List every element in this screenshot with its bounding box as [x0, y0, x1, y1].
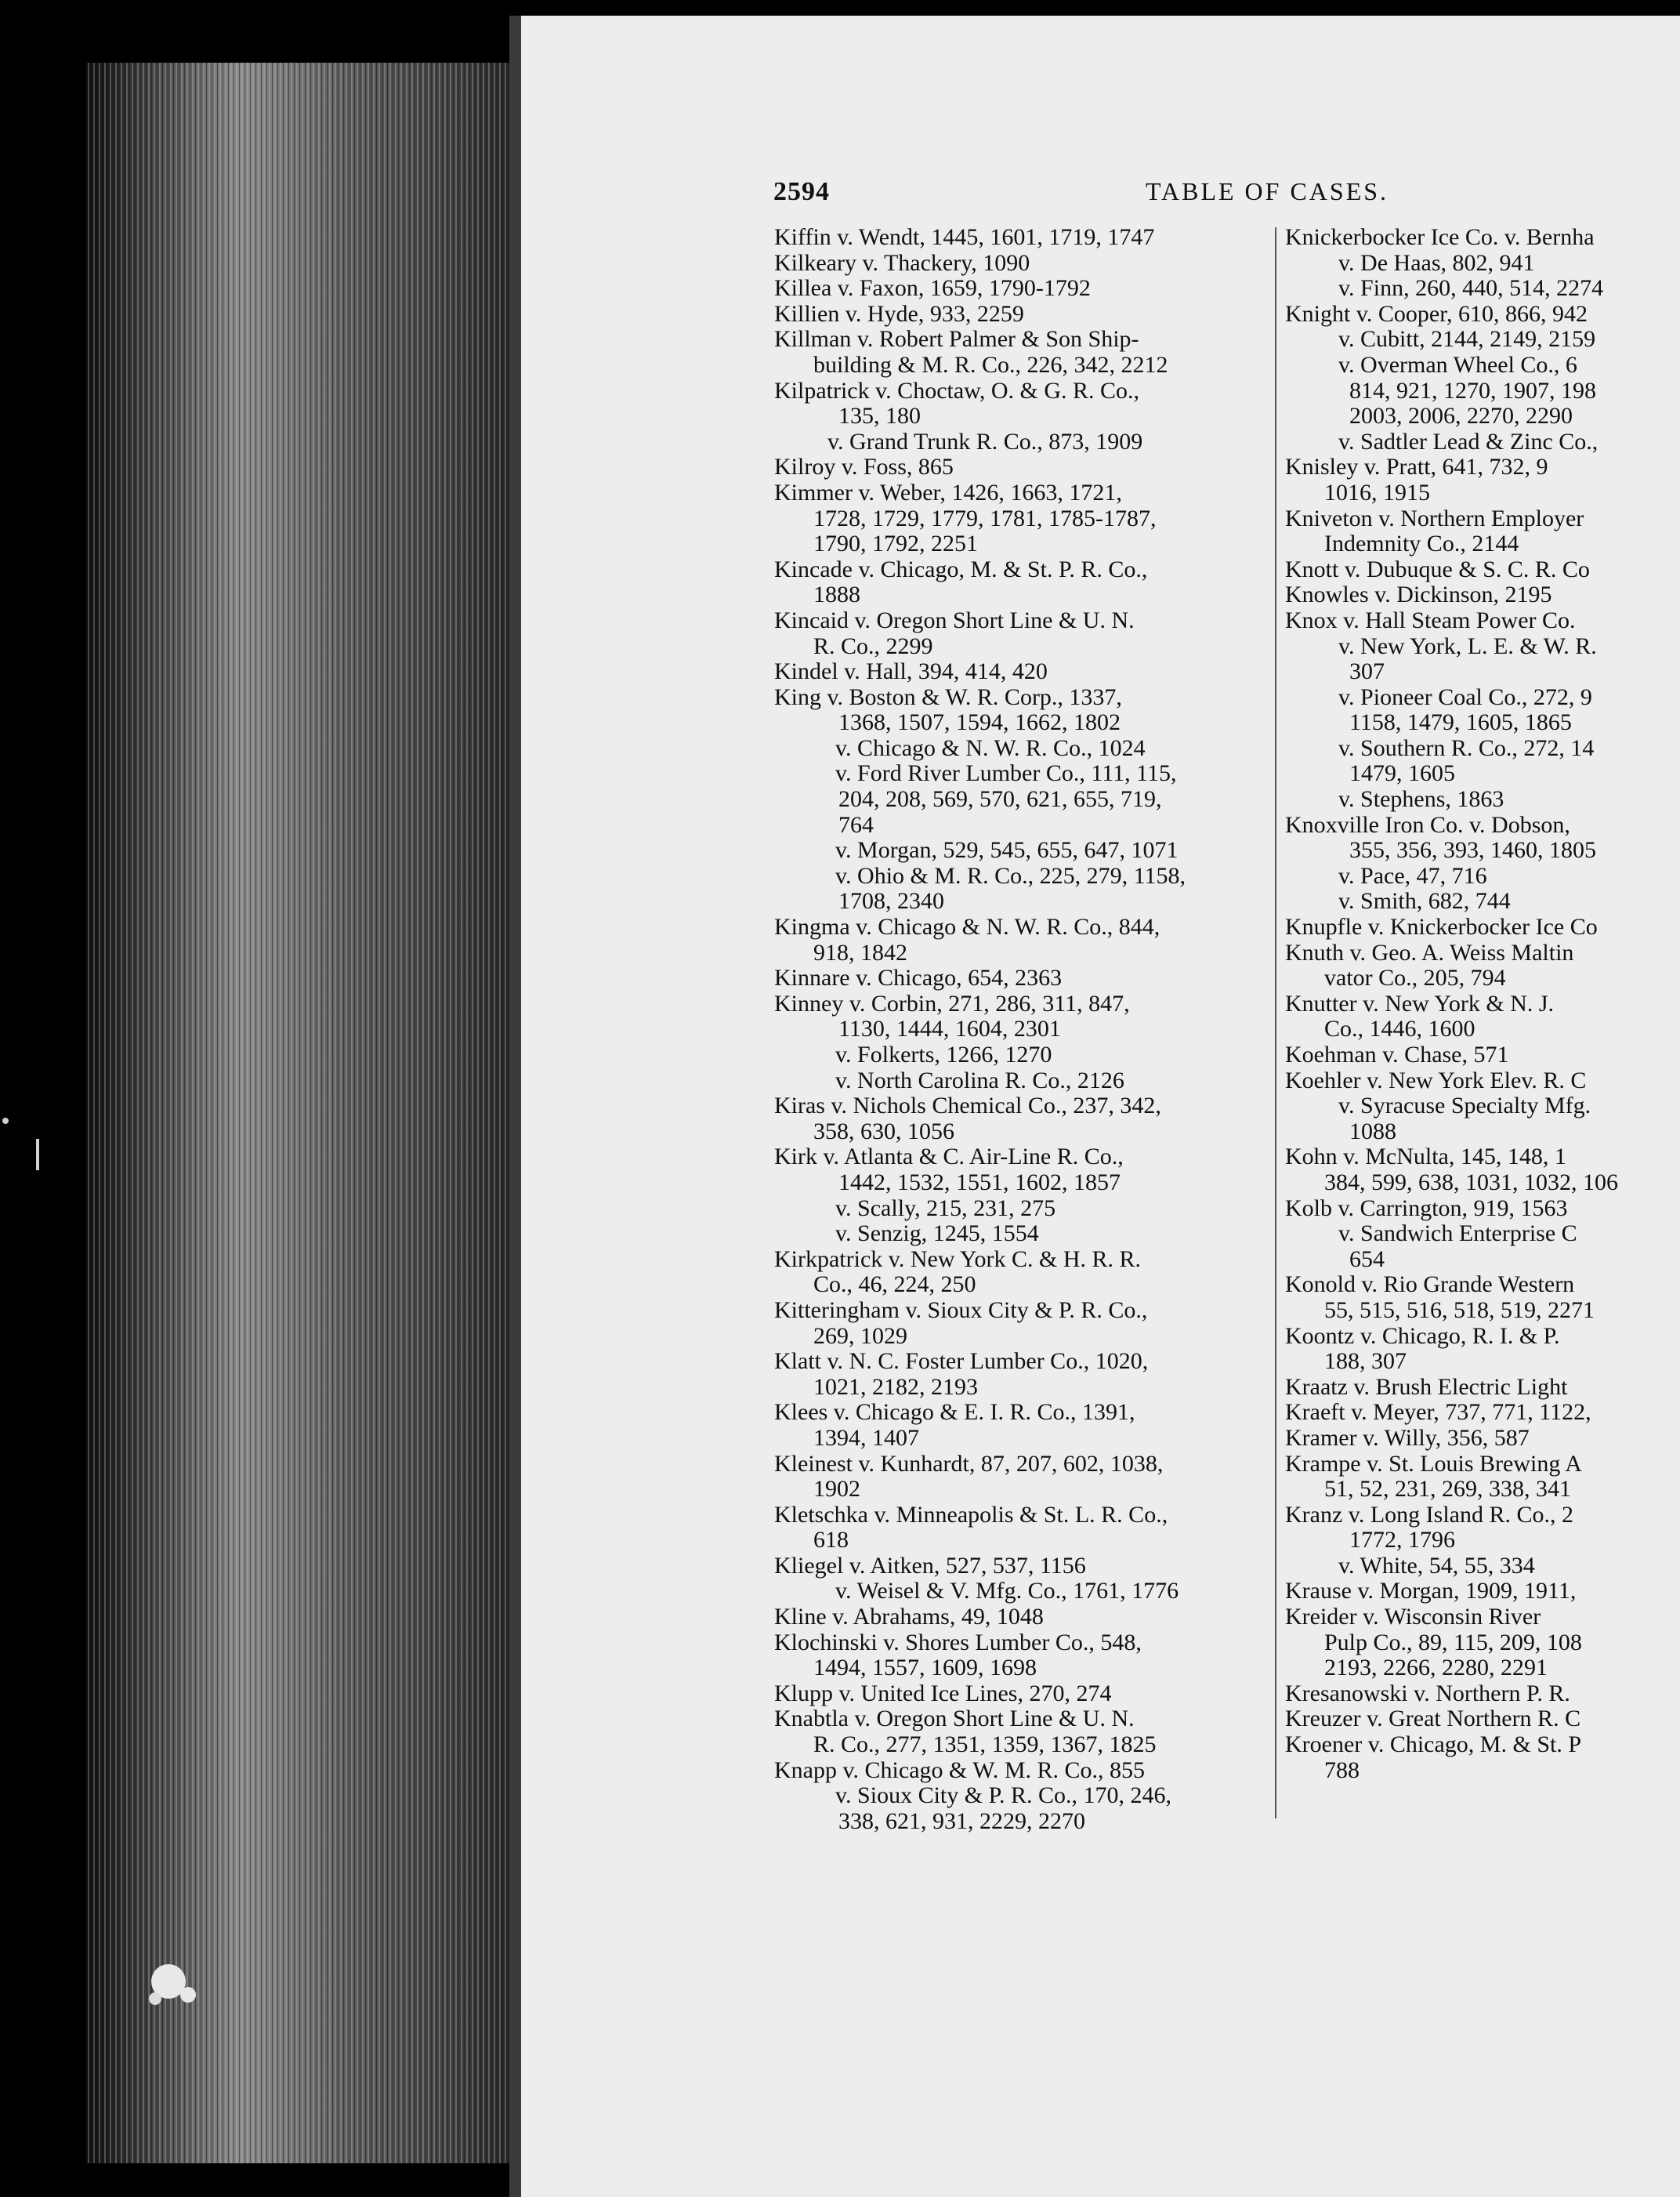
index-entry-continuation: 1902 [813, 1477, 860, 1503]
index-entry: Killien v. Hyde, 933, 2259 [774, 301, 1024, 327]
index-entry-continuation: v. Ohio & M. R. Co., 225, 279, 1158, [835, 863, 1186, 889]
index-entry: Kingma v. Chicago & N. W. R. Co., 844, [774, 915, 1160, 941]
index-entry-continuation: 269, 1029 [813, 1323, 907, 1349]
index-entry-continuation: 358, 630, 1056 [813, 1118, 954, 1144]
index-entry: Kliegel v. Aitken, 527, 537, 1156 [774, 1553, 1086, 1579]
index-entry-continuation: v. Pioneer Coal Co., 272, 9 [1338, 684, 1592, 710]
index-entry-continuation: R. Co., 277, 1351, 1359, 1367, 1825 [813, 1732, 1157, 1758]
index-entry-continuation: v. Senzig, 1245, 1554 [835, 1221, 1039, 1247]
index-entry: Kilpatrick v. Choctaw, O. & G. R. Co., [774, 378, 1140, 404]
index-entry-continuation: 1479, 1605 [1349, 761, 1455, 787]
index-entry: Krause v. Morgan, 1909, 1911, [1285, 1579, 1577, 1604]
index-entry-continuation: building & M. R. Co., 226, 342, 2212 [813, 352, 1168, 378]
index-entry: Kincade v. Chicago, M. & St. P. R. Co., [774, 557, 1148, 582]
index-entry-continuation: 1130, 1444, 1604, 2301 [838, 1017, 1061, 1042]
index-entry-continuation: 51, 52, 231, 269, 338, 341 [1324, 1477, 1571, 1503]
index-entry-continuation: v. Sadtler Lead & Zinc Co., [1338, 429, 1599, 455]
index-column-right [1285, 225, 1680, 1783]
index-entry: Kirkpatrick v. New York C. & H. R. R. [774, 1246, 1142, 1272]
index-entry-continuation: Pulp Co., 89, 115, 209, 108 [1324, 1630, 1582, 1655]
index-entry-continuation: 204, 208, 569, 570, 621, 655, 719, [838, 787, 1162, 813]
index-entry: Kirk v. Atlanta & C. Air-Line R. Co., [774, 1144, 1124, 1170]
index-entry: Kiffin v. Wendt, 1445, 1601, 1719, 1747 [774, 225, 1155, 250]
index-entry-continuation: 1394, 1407 [813, 1425, 919, 1451]
index-entry-continuation: 1088 [1349, 1118, 1396, 1144]
index-entry-continuation: v. Finn, 260, 440, 514, 2274 [1338, 276, 1604, 302]
index-entry-continuation: 1728, 1729, 1779, 1781, 1785-1787, [813, 506, 1157, 531]
index-entry: Kilkeary v. Thackery, 1090 [774, 250, 1030, 276]
index-entry-continuation: 2193, 2266, 2280, 2291 [1324, 1655, 1548, 1681]
index-entry-continuation: Indemnity Co., 2144 [1324, 531, 1519, 557]
index-entry-continuation: 918, 1842 [813, 940, 907, 966]
index-entry: Kline v. Abrahams, 49, 1048 [774, 1604, 1044, 1630]
index-entry-continuation: 1772, 1796 [1349, 1528, 1455, 1553]
index-entry: Konold v. Rio Grande Western [1285, 1272, 1575, 1298]
index-entry-continuation: v. Sandwich Enterprise C [1338, 1221, 1577, 1247]
index-entry: Kolb v. Carrington, 919, 1563 [1285, 1195, 1568, 1221]
index-entry: Kresanowski v. Northern P. R. [1285, 1680, 1570, 1706]
index-entry-continuation: v. Cubitt, 2144, 2149, 2159 [1338, 327, 1596, 353]
index-entry-continuation: v. Smith, 682, 744 [1338, 889, 1511, 915]
index-entry: Knox v. Hall Steam Power Co. [1285, 607, 1576, 633]
index-entry: Kitteringham v. Sioux City & P. R. Co., [774, 1297, 1148, 1323]
index-entry: Kraatz v. Brush Electric Light [1285, 1374, 1568, 1400]
index-entry: Knoxville Iron Co. v. Dobson, [1285, 812, 1570, 838]
index-entry-continuation: 788 [1324, 1757, 1360, 1783]
index-entry: Kletschka v. Minneapolis & St. L. R. Co., [774, 1502, 1168, 1528]
index-entry-continuation: v. Grand Trunk R. Co., 873, 1909 [827, 429, 1143, 455]
index-entry: Knowles v. Dickinson, 2195 [1285, 582, 1552, 608]
index-entry: Kimmer v. Weber, 1426, 1663, 1721, [774, 480, 1122, 506]
index-entry-continuation: v. Ford River Lumber Co., 111, 115, [835, 761, 1177, 787]
index-entry: Kniveton v. Northern Employer [1285, 506, 1584, 531]
index-entry-continuation: v. Scally, 215, 231, 275 [835, 1195, 1056, 1221]
index-entry: Knutter v. New York & N. J. [1285, 991, 1555, 1017]
index-entry: Knuth v. Geo. A. Weiss Maltin [1285, 940, 1574, 966]
index-entry-continuation: 1888 [813, 582, 860, 608]
index-entry: Kranz v. Long Island R. Co., 2 [1285, 1502, 1573, 1528]
index-entry: Klochinski v. Shores Lumber Co., 548, [774, 1630, 1142, 1655]
index-entry: Kinnare v. Chicago, 654, 2363 [774, 966, 1063, 992]
index-entry-continuation: 814, 921, 1270, 1907, 198 [1349, 378, 1596, 404]
index-entry-continuation: v. Sioux City & P. R. Co., 170, 246, [835, 1783, 1171, 1809]
index-entry: Koehler v. New York Elev. R. C [1285, 1068, 1587, 1093]
index-entry: Koehman v. Chase, 571 [1285, 1042, 1509, 1068]
index-entry-continuation: R. Co., 2299 [813, 633, 933, 659]
index-entry-continuation: 1021, 2182, 2193 [813, 1374, 978, 1400]
index-entry-continuation: 307 [1349, 659, 1385, 685]
index-entry: Kleinest v. Kunhardt, 87, 207, 602, 1038, [774, 1451, 1164, 1477]
index-entry-continuation: v. New York, L. E. & W. R. [1338, 633, 1597, 659]
index-entry-continuation: 188, 307 [1324, 1349, 1407, 1375]
index-entry: Knabtla v. Oregon Short Line & U. N. [774, 1706, 1135, 1732]
index-entry: Kilroy v. Foss, 865 [774, 455, 954, 480]
index-column-left [774, 225, 1272, 1834]
index-entry: Kreuzer v. Great Northern R. C [1285, 1706, 1581, 1732]
index-entry: Knott v. Dubuque & S. C. R. Co [1285, 557, 1590, 582]
index-entry: Koontz v. Chicago, R. I. & P. [1285, 1323, 1560, 1349]
index-entry-continuation: v. De Haas, 802, 941 [1338, 250, 1535, 276]
index-entry: Kohn v. McNulta, 145, 148, 1 [1285, 1144, 1566, 1170]
index-entry-continuation: Co., 1446, 1600 [1324, 1017, 1475, 1042]
index-entry-continuation: 338, 621, 931, 2229, 2270 [838, 1808, 1085, 1834]
column-divider [1275, 227, 1276, 1818]
index-entry-continuation: Co., 46, 224, 250 [813, 1272, 976, 1298]
index-entry: Knight v. Cooper, 610, 866, 942 [1285, 301, 1588, 327]
index-entry-continuation: v. Overman Wheel Co., 6 [1338, 352, 1577, 378]
index-entry: Kramer v. Willy, 356, 587 [1285, 1425, 1530, 1451]
index-entry: Kraeft v. Meyer, 737, 771, 1122, [1285, 1400, 1591, 1426]
index-entry-continuation: v. Syracuse Specialty Mfg. [1338, 1093, 1591, 1119]
index-entry-continuation: 1368, 1507, 1594, 1662, 1802 [838, 710, 1121, 736]
index-entry-continuation: 764 [838, 812, 874, 838]
index-entry-continuation: v. North Carolina R. Co., 2126 [835, 1068, 1124, 1093]
index-entry: Knickerbocker Ice Co. v. Bernha [1285, 225, 1595, 250]
index-entry: Knupfle v. Knickerbocker Ice Co [1285, 915, 1598, 941]
index-entry: Kiras v. Nichols Chemical Co., 237, 342, [774, 1093, 1161, 1119]
running-title: TABLE OF CASES. [1146, 177, 1389, 205]
index-entry-continuation: v. Chicago & N. W. R. Co., 1024 [835, 735, 1146, 761]
index-entry-continuation: v. Southern R. Co., 272, 14 [1338, 735, 1595, 761]
index-entry-continuation: v. Folkerts, 1266, 1270 [835, 1042, 1052, 1068]
index-entry-continuation: v. White, 54, 55, 334 [1338, 1553, 1535, 1579]
index-entry-continuation: 135, 180 [838, 404, 921, 430]
index-entry-continuation: 1790, 1792, 2251 [813, 531, 978, 557]
index-entry-continuation: 618 [813, 1528, 849, 1553]
index-entry-continuation: v. Weisel & V. Mfg. Co., 1761, 1776 [835, 1579, 1179, 1604]
index-entry: Knisley v. Pratt, 641, 732, 9 [1285, 455, 1548, 480]
index-entry-continuation: 355, 356, 393, 1460, 1805 [1349, 838, 1596, 864]
index-entry-continuation: 1494, 1557, 1609, 1698 [813, 1655, 1037, 1681]
index-entry-continuation: v. Stephens, 1863 [1338, 787, 1504, 813]
index-entry-continuation: vator Co., 205, 794 [1324, 966, 1506, 992]
index-entry: Klatt v. N. C. Foster Lumber Co., 1020, [774, 1349, 1149, 1375]
index-entry-continuation: 1442, 1532, 1551, 1602, 1857 [838, 1169, 1121, 1195]
index-entry-continuation: 654 [1349, 1246, 1385, 1272]
index-entry-continuation: 1016, 1915 [1324, 480, 1430, 506]
page-number: 2594 [773, 177, 830, 206]
index-entry-continuation: 1158, 1479, 1605, 1865 [1349, 710, 1572, 736]
index-entry: Krampe v. St. Louis Brewing A [1285, 1451, 1582, 1477]
index-entry: Killea v. Faxon, 1659, 1790-1792 [774, 276, 1091, 302]
index-entry-continuation: v. Morgan, 529, 545, 655, 647, 1071 [835, 838, 1179, 864]
index-entry: Kinney v. Corbin, 271, 286, 311, 847, [774, 991, 1130, 1017]
index-entry-continuation: 1708, 2340 [838, 889, 944, 915]
index-entry: Klupp v. United Ice Lines, 270, 274 [774, 1680, 1112, 1706]
index-entry: Kincaid v. Oregon Short Line & U. N. [774, 607, 1135, 633]
index-entry: Kroener v. Chicago, M. & St. P [1285, 1732, 1582, 1758]
index-entry-continuation: 2003, 2006, 2270, 2290 [1349, 404, 1573, 430]
index-entry: Klees v. Chicago & E. I. R. Co., 1391, [774, 1400, 1135, 1426]
index-entry: Killman v. Robert Palmer & Son Ship- [774, 327, 1139, 353]
index-entry: King v. Boston & W. R. Corp., 1337, [774, 684, 1122, 710]
index-entry: Knapp v. Chicago & W. M. R. Co., 855 [774, 1757, 1146, 1783]
index-entry: Kreider v. Wisconsin River [1285, 1604, 1541, 1630]
index-entry: Kindel v. Hall, 394, 414, 420 [774, 659, 1048, 685]
index-entry-continuation: 384, 599, 638, 1031, 1032, 106 [1324, 1169, 1618, 1195]
index-entry-continuation: 55, 515, 516, 518, 519, 2271 [1324, 1297, 1595, 1323]
index-entry-continuation: v. Pace, 47, 716 [1338, 863, 1487, 889]
